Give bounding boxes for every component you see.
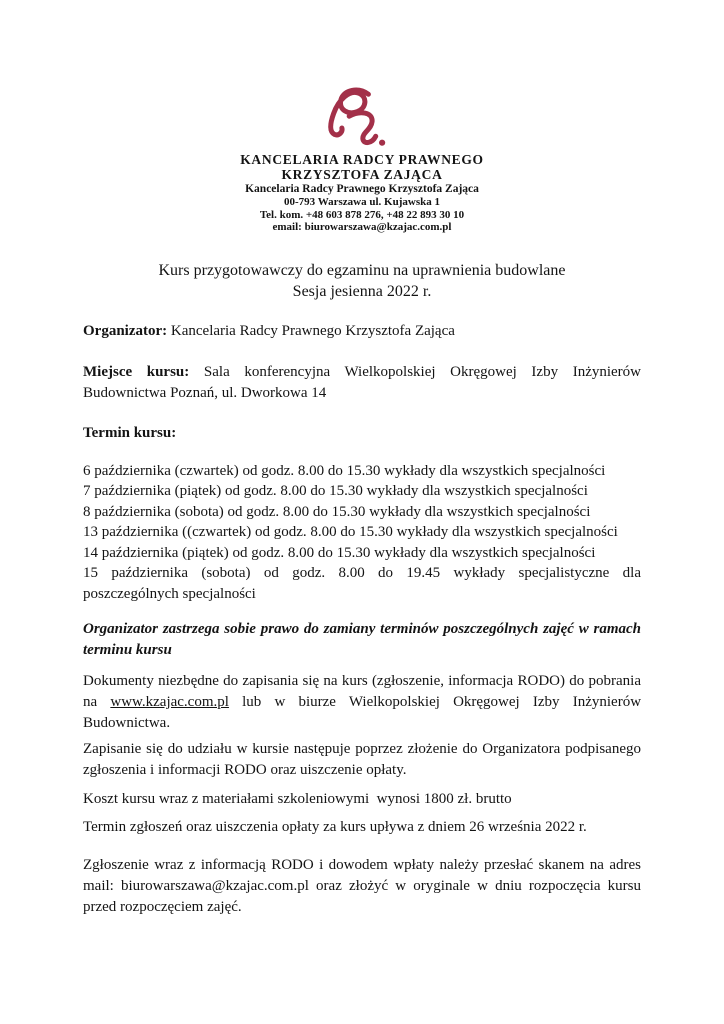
schedule-heading: Termin kursu: (83, 424, 177, 441)
documents-text-pre: Dokumenty niezbędne do zapisania się na kurs (zgłoszenie, informacja RODO) do pobrania na (83, 673, 641, 710)
disclaimer-text: Organizator zastrzega sobie prawo do zamiany terminów poszczególnych zajęć w ramach terminu kursu (83, 621, 641, 658)
firm-name-line2: KRZYSZTOFA ZAJĄCA (281, 167, 443, 182)
documents-text-post: lub w biurze Wielkopolskiej Okręgowej Izby Inżynierów Budownictwa. (83, 694, 642, 731)
deadline-line: Termin zgłoszeń oraz uiszczenia opłaty za kurs upływa z dniem 26 września 2022 r. (83, 819, 587, 835)
firm-name-line1: KANCELARIA RADCY PRAWNEGO (240, 152, 484, 167)
schedule-item: 6 października (czwartek) od godz. 8.00 do 15.30 wykłady dla wszystkich specjalności (83, 462, 606, 479)
enrollment-paragraph: Zapisanie się do udziału w kursie następuje poprzez złożenie do Organizatora podpisanego zgłoszenia i informacji RODO oraz uiszczenie opłaty. (83, 741, 641, 778)
document-title (83, 260, 641, 302)
website-link[interactable]: www.kzajac.com.pl (110, 694, 229, 710)
title-line1: Kurs przygotowawczy do egzaminu na uprawnienia budowlane (158, 261, 566, 279)
organizer-line (83, 321, 641, 342)
title-line2: Sesja jesienna 2022 r. (292, 282, 432, 300)
logo (83, 86, 641, 150)
schedule-item: 8 października (sobota) od godz. 8.00 do 15.30 wykłady dla wszystkich specjalności (83, 503, 591, 520)
venue-label: Miejsce kursu: (83, 363, 190, 380)
letterhead (83, 86, 641, 234)
schedule-item: 13 października ((czwartek) od godz. 8.00 do 15.30 wykłady dla wszystkich specjalności (83, 524, 618, 540)
firm-phones: Tel. kom. +48 603 878 276, +48 22 893 30 10 (259, 208, 465, 221)
venue-value: Sala konferencyjna Wielkopolskiej Okręgowej Izby Inżynierów Budownictwa Poznań, ul. Dworkowa 14 (83, 363, 642, 401)
venue-line (83, 362, 641, 404)
schedule-list (83, 461, 641, 605)
organizer-value: Kancelaria Radcy Prawnego Krzysztofa Zająca (170, 322, 455, 339)
organizer-label: Organizator: (83, 322, 168, 339)
firm-subname: Kancelaria Radcy Prawnego Krzysztofa Zająca (245, 183, 479, 195)
documents-paragraph (83, 671, 641, 734)
firm-email: email: biurowarszawa@kzajac.com.pl (272, 221, 452, 233)
law-firm-logo (316, 86, 408, 150)
cost-line: Koszt kursu wraz z materiałami szkoleniowymi wynosi 1800 zł. brutto (83, 791, 512, 807)
schedule-item: 7 października (piątek) od godz. 8.00 do 15.30 wykłady dla wszystkich specjalności (83, 483, 588, 499)
submission-paragraph: Zgłoszenie wraz z informacją RODO i dowodem wpłaty należy przesłać skanem na adres mail: biurowarszawa@kzajac.com.pl oraz złożyć w oryginale w dniu rozpoczęcia kursu przed rozpoczęciem zajęć. (83, 857, 641, 915)
schedule-item: 14 października (piątek) od godz. 8.00 do 15.30 wykłady dla wszystkich specjalności (83, 544, 596, 561)
schedule-item: 15 października (sobota) od godz. 8.00 do 19.45 wykłady specjalistyczne dla poszczególnych specjalności (83, 565, 641, 602)
firm-address: 00-793 Warszawa ul. Kujawska 1 (284, 196, 440, 208)
